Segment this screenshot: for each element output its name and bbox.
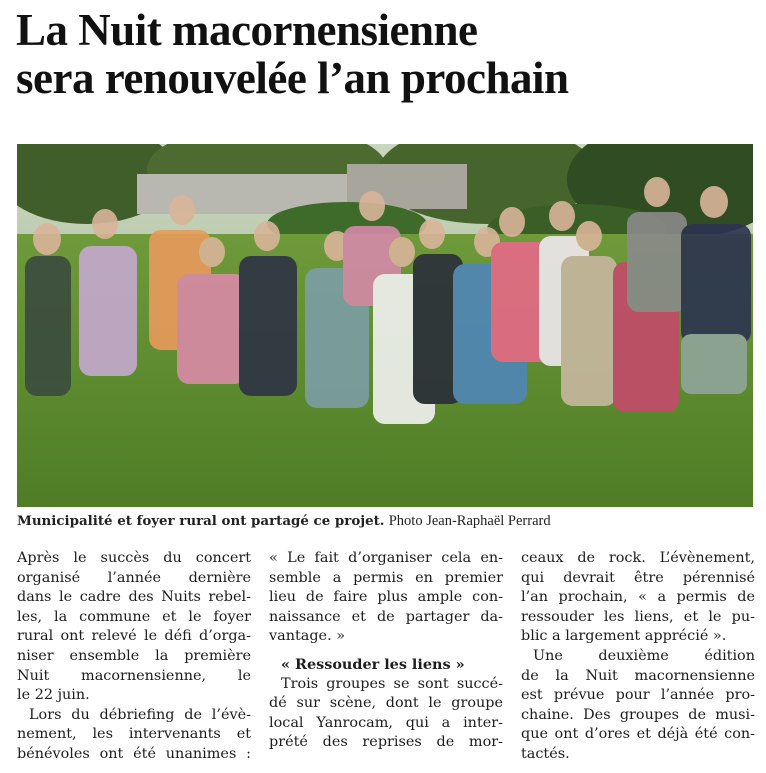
photo-caption <box>17 512 757 531</box>
headline <box>16 6 756 102</box>
text-line: Nuit macornensienne, le <box>17 667 251 684</box>
text-line: prété des reprises de mor- <box>269 734 503 751</box>
headline-line-2: sera renouvelée l’an prochain <box>16 53 569 103</box>
text-line: vantage. » <box>269 628 346 645</box>
text-line: chaine. Des groupes de musi- <box>521 706 755 723</box>
caption-text: Municipalité et foyer rural ont partagé ce projet. <box>17 513 385 529</box>
text-line: nement, les intervenants et <box>17 726 251 743</box>
text-line: niser ensemble la première <box>17 647 251 664</box>
text-line: dé sur scène, dont le groupe <box>269 695 503 712</box>
article-column-2 <box>269 549 503 753</box>
group-photo <box>17 144 753 507</box>
text-line: ceaux de rock. L’évènement, <box>521 550 755 566</box>
text-line: de la Nuit macornensienne <box>521 667 755 684</box>
headline-line-1: La Nuit macornensienne <box>16 5 478 55</box>
photo-credit: Photo Jean-Raphaël Perrard <box>388 513 551 529</box>
text-line: Lors du débriefing de l’évè- <box>29 706 251 723</box>
text-line: lieu de faire plus ample con- <box>269 589 503 606</box>
text-line: que ont d’ores et déjà été con- <box>521 726 755 743</box>
text-line: Après le succès du concert <box>17 550 251 566</box>
group-photo-image <box>17 144 753 507</box>
article-column-3 <box>521 549 755 765</box>
text-line: organisé l’année dernière <box>17 569 251 586</box>
subheading: « Ressouder les liens » <box>281 655 465 673</box>
text-line: le 22 juin. <box>17 687 90 704</box>
article-column-1 <box>17 549 251 765</box>
text-line: l’an prochain, « a permis de <box>521 589 755 606</box>
text-line: est prévue pour l’année pro- <box>521 687 755 704</box>
text-line: « Le fait d’organiser cela en- <box>269 550 503 566</box>
text-line: blic a largement apprécié ». <box>521 628 727 645</box>
text-line: les, la commune et le foyer <box>17 608 251 625</box>
text-line: rural ont relevé le défi d’orga- <box>17 628 251 645</box>
text-line: semble a permis en premier <box>269 569 503 586</box>
text-line: Une deuxième édition <box>533 647 755 664</box>
text-line: tactés. <box>521 745 570 762</box>
text-line: dans le cadre des Nuits rebel- <box>17 589 251 606</box>
text-line: Trois groupes se sont succé- <box>281 675 503 692</box>
text-line: naissance et de partager da- <box>269 608 503 625</box>
text-line: bénévoles ont été unanimes : <box>17 745 251 762</box>
text-line: local Yanrocam, qui a inter- <box>269 714 503 731</box>
text-line: qui devrait être pérennisé <box>521 569 755 586</box>
text-line: ressouder les liens, et le pu- <box>521 608 755 625</box>
